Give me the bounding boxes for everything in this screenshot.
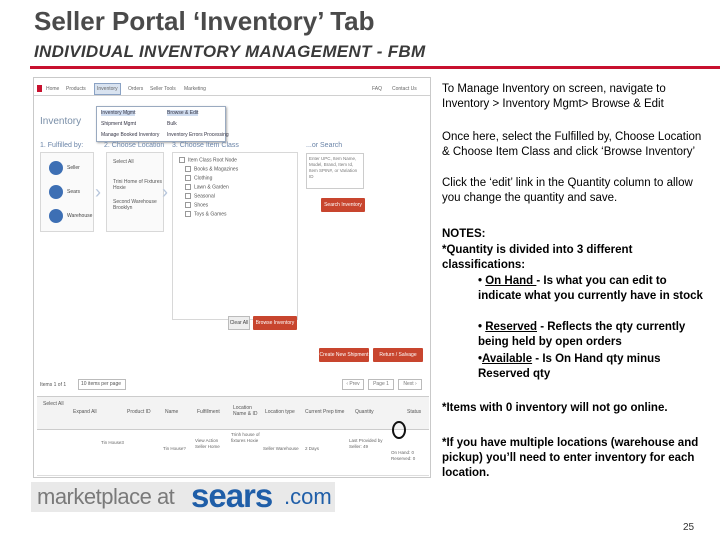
fulfilled-by-sears[interactable]: Sears [49, 183, 89, 201]
navigate-instruction: To Manage Inventory on screen, navigate to Inventory > Inventory Mgmt> Browse & Edit [442, 83, 666, 110]
location-panel [106, 152, 164, 232]
sears-icon [49, 185, 63, 199]
menu-browse-edit[interactable]: Browse & Edit [167, 110, 199, 116]
desc-available: - Is On Hand qty minus Reserved qty [478, 353, 661, 380]
title-rule [30, 66, 720, 69]
slide-title: Seller Portal ‘Inventory’ Tab [34, 6, 375, 36]
tree-node[interactable]: Books & Magazines [185, 166, 238, 172]
classification-on-hand: • On Hand - Is what you can edit to indicate what you currently have in stock [478, 275, 703, 302]
cell-location: Trinh house of fixtures Hoxie [231, 432, 260, 443]
location-item[interactable]: Second Warehouse Brooklyn [113, 199, 157, 211]
page-select[interactable]: Page 1 [368, 379, 394, 390]
col-expand-all[interactable]: Expand All [73, 409, 97, 415]
step-choose-location: 2. Choose Location [104, 142, 165, 149]
col-prep-time[interactable]: Current Prep time [305, 409, 345, 415]
top-navigation [34, 82, 430, 96]
cell-product-id: Tin House3 [101, 440, 124, 445]
return-salvage-button[interactable]: Return / Salvage [373, 348, 423, 362]
cell-quantity[interactable]: Last Provided by Seller: 49 [349, 438, 383, 449]
fulfilled-by-warehouse[interactable]: Warehouse [49, 207, 89, 225]
page-number: 25 [683, 522, 695, 533]
edit-link-highlight [392, 421, 406, 439]
tree-node[interactable]: Item Class Root Node [179, 157, 237, 163]
item-class-tree [172, 152, 298, 320]
menu-bulk[interactable]: Bulk [167, 121, 177, 127]
edit-instruction: Click the ‘edit’ link in the Quantity column to allow you change the quantity and save. [442, 177, 693, 204]
browse-inventory-button[interactable]: Browse Inventory [253, 316, 297, 330]
desc-on-hand: - Is what you can edit to indicate what you currently have in stock [478, 275, 703, 302]
search-inventory-button[interactable]: Search Inventory [321, 198, 365, 212]
prev-page-button[interactable]: ‹ Prev [342, 379, 364, 390]
search-input[interactable]: Enter UPC, Item Name, Model, Brand, Item Id, Item SPIN#, or Variation ID [306, 153, 364, 189]
col-location-type[interactable]: Location type [265, 409, 295, 415]
warehouse-icon [49, 209, 63, 223]
menu-manage-booked-inventory[interactable]: Manage Booked Inventory [101, 132, 160, 138]
nav-contact-us[interactable]: Contact Us [392, 86, 417, 92]
zero-inventory-note: *Items with 0 inventory will not go online. [442, 402, 668, 414]
location-select-all[interactable]: Select All [113, 159, 134, 165]
quantity-note: *Quantity is divided into 3 different classifications: [442, 244, 633, 271]
slide-subtitle: INDIVIDUAL INVENTORY MANAGEMENT - FBM [34, 42, 426, 61]
pager-label: Items 1 of 1 [40, 382, 67, 388]
menu-shipment-mgmt[interactable]: Shipment Mgmt [101, 121, 137, 127]
nav-faq[interactable]: FAQ [372, 86, 383, 92]
tree-node[interactable]: Seasonal [185, 193, 215, 199]
col-select-all[interactable]: Select All [43, 401, 64, 407]
classification-available: •Available - Is On Hand qty minus Reserved qty [478, 353, 661, 380]
tree-node[interactable]: Clothing [185, 175, 212, 181]
step-fulfilled-by: 1. Fulfilled by: [40, 142, 84, 149]
col-name[interactable]: Name [165, 409, 179, 415]
per-page-select[interactable]: 10 items per page [78, 379, 126, 390]
step-or-search: ...or Search [306, 142, 343, 149]
nav-inventory[interactable]: Inventory [94, 83, 121, 95]
nav-seller-tools[interactable]: Seller Tools [150, 86, 176, 92]
multiple-locations-note: *If you have multiple locations (warehouse and pickup) you’ll need to enter inventory for each location. [442, 437, 699, 479]
term-available: Available [482, 353, 533, 365]
tree-node[interactable]: Shoes [185, 202, 208, 208]
nav-products[interactable]: Products [66, 86, 86, 92]
col-product-id[interactable]: Product ID [127, 409, 151, 415]
cell-location-type: Seller Warehouse [263, 446, 299, 451]
col-status[interactable]: Status [407, 409, 422, 415]
inventory-grid-header [37, 396, 429, 430]
next-page-button[interactable]: Next › [398, 379, 422, 390]
nav-marketing[interactable]: Marketing [184, 86, 206, 92]
seller-icon [49, 161, 63, 175]
nav-home[interactable]: Home [46, 86, 60, 92]
select-instruction: Once here, select the Fulfilled by, Choose Location & Choose Item Class and click ‘Browse Inventory’ [442, 131, 702, 158]
cell-prep-time: 2 Days [305, 446, 320, 451]
term-reserved: Reserved [485, 321, 538, 333]
cell-fulfillment[interactable]: View Action Seller Home [195, 438, 220, 449]
tree-node[interactable]: Lawn & Garden [185, 184, 229, 190]
col-location[interactable]: Location Name & ID [233, 405, 258, 417]
create-new-shipment-button[interactable]: Create New Shipment [319, 348, 369, 362]
seller-portal-screenshot [33, 77, 431, 478]
fulfilled-by-seller[interactable]: Seller [49, 159, 89, 177]
menu-inventory-errors[interactable]: Inventory Errors Processing [167, 132, 229, 138]
location-item[interactable]: Trini Home of Fixtures Hoxie [113, 179, 162, 191]
col-quantity[interactable]: Quantity [355, 409, 374, 415]
chevron-right-icon: › [162, 182, 168, 202]
inventory-dropdown-menu [96, 106, 229, 142]
term-on-hand: On Hand [485, 275, 537, 287]
menu-inventory-mgmt[interactable]: Inventory Mgmt [101, 110, 136, 116]
cell-status: On Hand: 0 Reserved: 0 [391, 450, 416, 461]
cell-name: Tin House? [163, 446, 186, 451]
inventory-heading: Inventory [40, 116, 82, 127]
clear-all-button[interactable]: Clear All [228, 316, 250, 330]
home-icon[interactable] [37, 85, 42, 92]
table-row[interactable] [37, 430, 429, 476]
tree-node[interactable]: Toys & Games [185, 211, 227, 217]
nav-orders[interactable]: Orders [128, 86, 144, 92]
notes-label: NOTES: [442, 228, 486, 240]
col-fulfillment[interactable]: Fulfillment [197, 409, 220, 415]
marketplace-sears-logo: marketplace at sears .com [31, 482, 335, 512]
fulfilled-by-panel [40, 152, 94, 232]
step-choose-item-class: 3. Choose Item Class [172, 142, 239, 149]
desc-reserved: - Reflects the qty currently being held by open orders [478, 321, 686, 348]
classification-reserved: • Reserved - Reflects the qty currently being held by open orders [478, 321, 686, 348]
chevron-right-icon: › [95, 182, 101, 202]
